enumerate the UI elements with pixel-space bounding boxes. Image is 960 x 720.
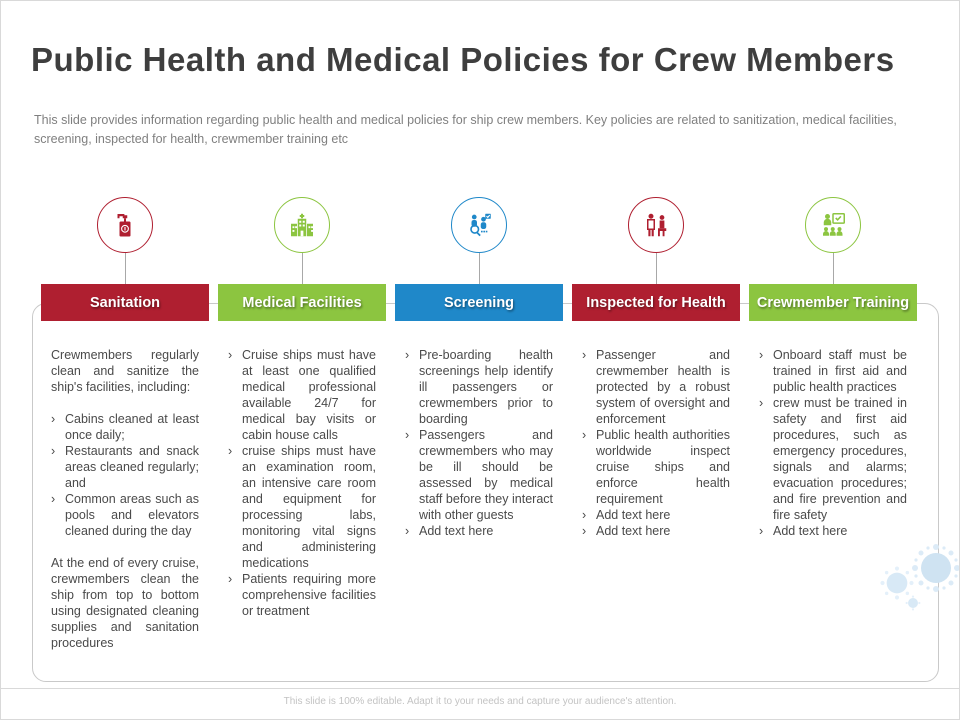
- list-item: › Restaurants and snack areas cleaned regularly; and: [51, 444, 199, 490]
- policy-column-crewmember-training: [749, 197, 917, 651]
- list-item: › Pre-boarding health screenings help identify ill passengers or crewmembers prior to boarding: [405, 348, 553, 426]
- bullet-marker: ›: [582, 524, 587, 538]
- bullet-marker: ›: [582, 508, 587, 522]
- bullet-marker: ›: [405, 428, 410, 442]
- connector-line: [125, 253, 126, 284]
- category-label: Sanitation: [89, 294, 161, 311]
- category-label: Medical Facilities: [242, 294, 362, 311]
- column-body: [749, 347, 917, 539]
- list-item: › Add text here: [582, 524, 671, 538]
- connector-line: [479, 253, 480, 284]
- list-item: › Passengers and crewmembers who may be ill should be assessed by medical staff before they interact with other guests: [405, 428, 553, 522]
- list-item: › Add text here: [759, 524, 848, 538]
- category-header-sanitation: [41, 284, 209, 321]
- outro-paragraph: At the end of every cruise, crewmembers clean the ship from top to bottom using designated cleaning supplies and sanitation procedures: [51, 556, 199, 650]
- bullet-marker: ›: [582, 428, 587, 442]
- bullet-marker: ›: [759, 396, 764, 410]
- policy-column-sanitation: [41, 197, 209, 651]
- slide-description: This slide provides information regarding public health and medical policies for ship crew members. Key policies are related to sanitization, medical facilities, screening, inspected for health, crewmember training etc: [34, 113, 897, 146]
- icon-zone: [749, 197, 917, 284]
- list-item: › Add text here: [582, 508, 671, 522]
- list-item: › crew must be trained in safety and first aid procedures, such as emergency procedures, signals and alarms; evacuation procedures; and fire prevention and fire safety: [759, 396, 907, 522]
- column-body: [218, 347, 386, 619]
- list-item: › Onboard staff must be trained in first aid and public health practices: [759, 348, 907, 394]
- list-item: › Cruise ships must have at least one qualified medical professional available 24/7 for medical bay visits or cabin house calls: [228, 348, 376, 442]
- category-header-medical-facilities: [218, 284, 386, 321]
- connector-line: [302, 253, 303, 284]
- footer-note: This slide is 100% editable. Adapt it to your needs and capture your audience's attention.: [283, 696, 677, 707]
- bullet-marker: ›: [405, 348, 410, 362]
- policy-column-medical-facilities: [218, 197, 386, 651]
- icon-zone: [218, 197, 386, 284]
- category-header-crewmember-training: [749, 284, 917, 321]
- bullet-marker: ›: [228, 444, 233, 458]
- bullet-marker: ›: [228, 348, 233, 362]
- sanitizer-bottle-icon: [97, 197, 153, 253]
- bullet-list: [228, 347, 376, 619]
- bullet-list: [759, 347, 907, 539]
- column-body: [395, 347, 563, 539]
- health-inspection-icon: [628, 197, 684, 253]
- list-item: › Common areas such as pools and elevators cleaned during the day: [51, 492, 199, 538]
- bullet-marker: ›: [51, 412, 56, 426]
- list-item: › Cabins cleaned at least once daily;: [51, 412, 199, 442]
- icon-zone: [572, 197, 740, 284]
- hospital-icon: [274, 197, 330, 253]
- bullet-marker: ›: [405, 524, 410, 538]
- bullet-list: [51, 411, 199, 539]
- connector-line: [833, 253, 834, 284]
- bullet-marker: ›: [51, 492, 56, 506]
- screening-icon: [451, 197, 507, 253]
- list-item: › Public health authorities worldwide inspect cruise ships and enforce health requirement: [582, 428, 730, 506]
- policy-columns: [41, 197, 917, 651]
- footer-divider: [1, 688, 959, 689]
- bullet-marker: ›: [51, 444, 56, 458]
- bullet-marker: ›: [759, 524, 764, 538]
- connector-line: [656, 253, 657, 284]
- crew-training-icon: [805, 197, 861, 253]
- list-item: › Passenger and crewmember health is protected by a robust system of oversight and enforcement: [582, 348, 730, 426]
- icon-zone: [395, 197, 563, 284]
- bullet-list: [405, 347, 553, 539]
- list-item: › Add text here: [405, 524, 494, 538]
- category-label: Crewmember Training: [756, 294, 910, 311]
- list-item: › Patients requiring more comprehensive facilities or treatment: [228, 572, 376, 618]
- intro-paragraph: Crewmembers regularly clean and sanitize the ship's facilities, including:: [51, 348, 199, 394]
- policy-column-inspected-for-health: [572, 197, 740, 651]
- bullet-marker: ›: [582, 348, 587, 362]
- category-label: Inspected for Health: [586, 294, 726, 311]
- column-body: [572, 347, 740, 539]
- policy-column-screening: [395, 197, 563, 651]
- page-title: Public Health and Medical Policies for Crew Members: [31, 41, 895, 78]
- icon-zone: [41, 197, 209, 284]
- category-header-inspected-for-health: [572, 284, 740, 321]
- list-item: › cruise ships must have an examination room, an intensive care room and equipment for processing labs, monitoring vital signs and administering medications: [228, 444, 376, 570]
- bullet-marker: ›: [759, 348, 764, 362]
- column-body: [41, 347, 209, 651]
- bullet-marker: ›: [228, 572, 233, 586]
- category-header-screening: [395, 284, 563, 321]
- bullet-list: [582, 347, 730, 539]
- category-label: Screening: [443, 294, 515, 311]
